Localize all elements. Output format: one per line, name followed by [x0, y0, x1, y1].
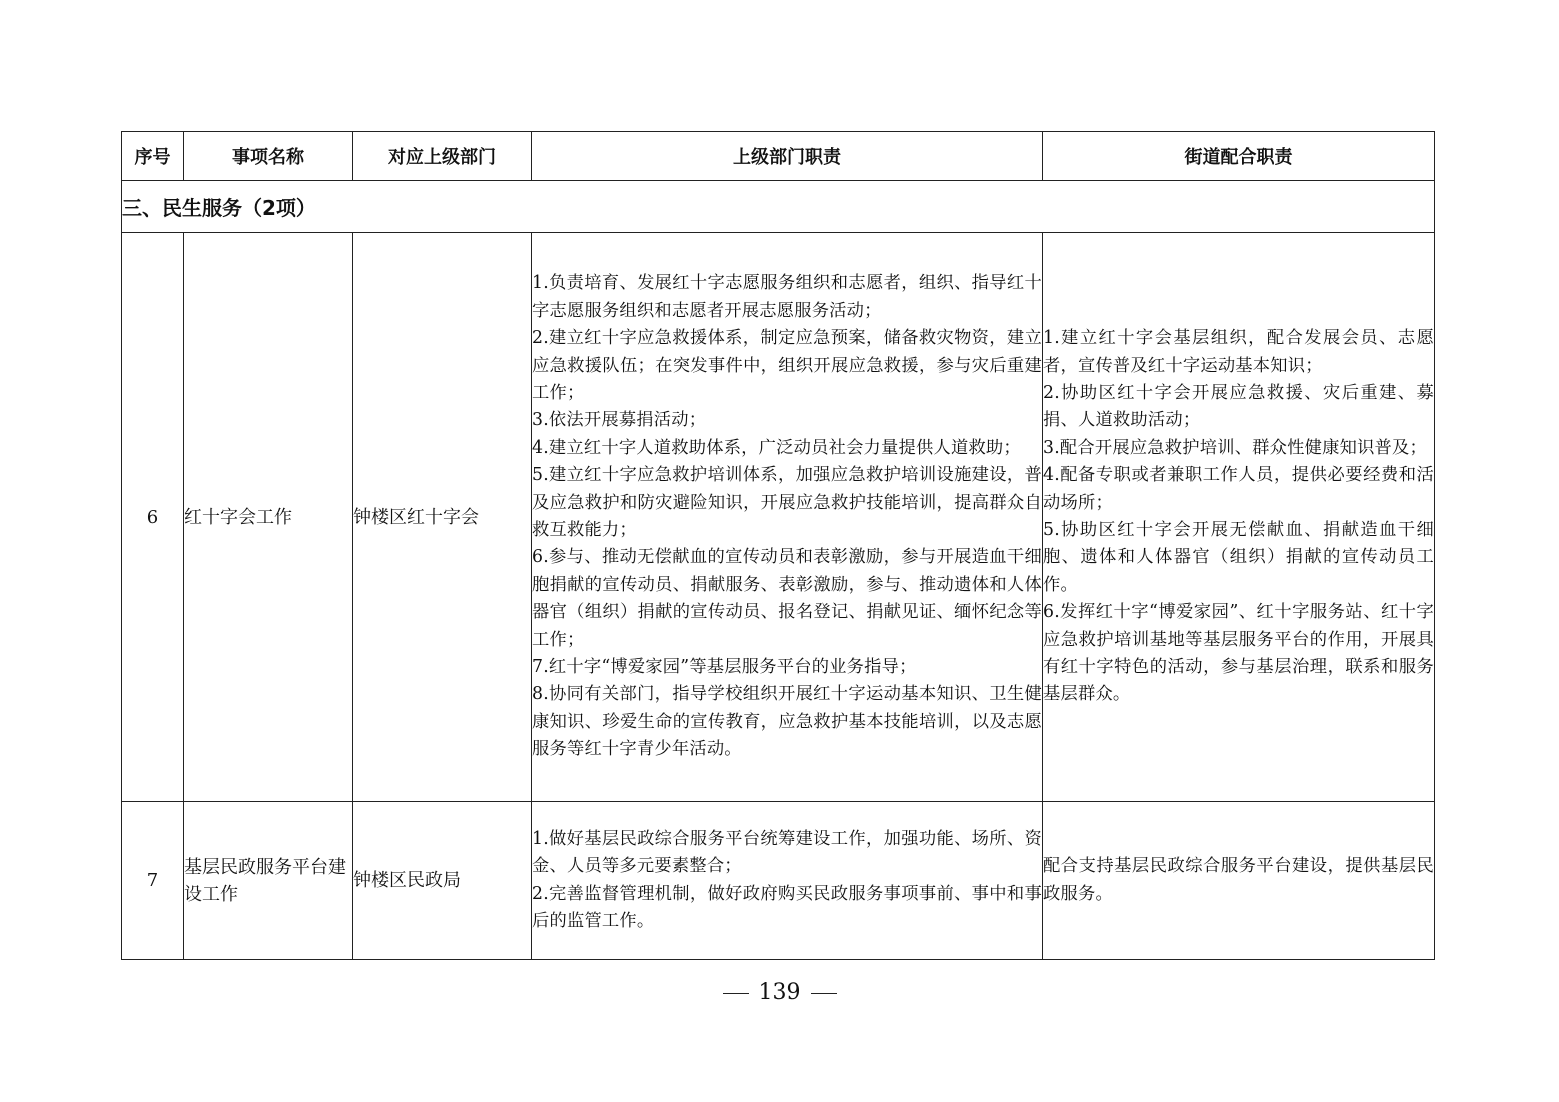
duty-item: 7.红十字“博爱家园”等基层服务平台的业务指导； — [532, 657, 917, 678]
row-assist — [1043, 802, 1435, 960]
duty-item: 5.建立红十字应急救护培训体系，加强应急救护培训设施建设，普及应急救护和防灾避险知识，开展应急救护技能培训，提高群众自救互救能力； — [532, 465, 1042, 540]
duty-item: 2.建立红十字应急救援体系，制定应急预案，储备救灾物资，建立应急救援队伍；在突发事件中，组织开展应急救援，参与灾后重建工作； — [532, 328, 1042, 403]
row-item-name: 基层民政服务平台建设工作 — [184, 802, 353, 960]
section-title: 三、民生服务（2项） — [122, 181, 1435, 233]
page-number — [0, 980, 1559, 1005]
row-duties — [532, 233, 1043, 802]
duty-item: 8.协同有关部门，指导学校组织开展红十字运动基本知识、卫生健康知识、珍爱生命的宣传教育，应急救护基本技能培训，以及志愿服务等红十字青少年活动。 — [532, 684, 1042, 760]
assist-item: 3.配合开展应急救护培训、群众性健康知识普及； — [1043, 437, 1427, 458]
row-number: 6 — [122, 233, 184, 802]
responsibility-table — [121, 131, 1435, 960]
assist-item: 6.发挥红十字“博爱家园”、红十字服务站、红十字应急救护培训基地等基层服务平台的作用，开展具有红十字特色的活动，参与基层治理，联系和服务基层群众。 — [1043, 602, 1434, 705]
row-assist — [1043, 233, 1435, 802]
row-number: 7 — [122, 802, 184, 960]
table-row — [122, 802, 1435, 960]
assist-item: 2.协助区红十字会开展应急救援、灾后重建、募捐、人道救助活动； — [1043, 382, 1434, 431]
section-row — [122, 181, 1435, 233]
duty-item: 3.依法开展募捐活动； — [532, 410, 707, 431]
table-row — [122, 233, 1435, 802]
header-superior-duty: 上级部门职责 — [532, 132, 1043, 181]
assist-item: 配合支持基层民政综合服务平台建设，提供基层民政服务。 — [1043, 856, 1434, 904]
duty-item: 4.建立红十字人道救助体系，广泛动员社会力量提供人道救助； — [532, 437, 1021, 458]
row-duties — [532, 802, 1043, 960]
duty-item: 6.参与、推动无偿献血的宣传动员和表彰激励，参与开展造血干细胞捐献的宣传动员、捐献服务、表彰激励，参与、推动遗体和人体器官（组织）捐献的宣传动员、报名登记、捐献见证、缅怀纪念等工作； — [532, 547, 1042, 650]
assist-item: 4.配备专职或者兼职工作人员，提供必要经费和活动场所； — [1043, 465, 1434, 513]
row-dept: 钟楼区红十字会 — [353, 233, 532, 802]
row-item-name: 红十字会工作 — [184, 233, 353, 802]
header-street-assist: 街道配合职责 — [1043, 132, 1435, 181]
table-header-row — [122, 132, 1435, 181]
duty-item: 1.负责培育、发展红十字志愿服务组织和志愿者，组织、指导红十字志愿服务组织和志愿者开展志愿服务活动； — [532, 273, 1042, 321]
duty-item: 2.完善监督管理机制，做好政府购买民政服务事项事前、事中和事后的监管工作。 — [532, 883, 1042, 931]
assist-item: 5.协助区红十字会开展无偿献血、捐献造血干细胞、遗体和人体器官（组织）捐献的宣传动员工作。 — [1043, 520, 1434, 595]
duty-item: 1.做好基层民政综合服务平台统筹建设工作，加强功能、场所、资金、人员等多元要素整合； — [532, 828, 1042, 877]
assist-item: 1.建立红十字会基层组织，配合发展会员、志愿者，宣传普及红十字运动基本知识； — [1043, 328, 1434, 376]
header-superior-dept: 对应上级部门 — [353, 132, 532, 181]
header-no: 序号 — [122, 132, 184, 181]
page-number-dash-left — [723, 993, 749, 994]
row-dept: 钟楼区民政局 — [353, 802, 532, 960]
header-item-name: 事项名称 — [184, 132, 353, 181]
page-number-value: 139 — [758, 980, 801, 1005]
page-number-dash-right — [811, 993, 837, 994]
